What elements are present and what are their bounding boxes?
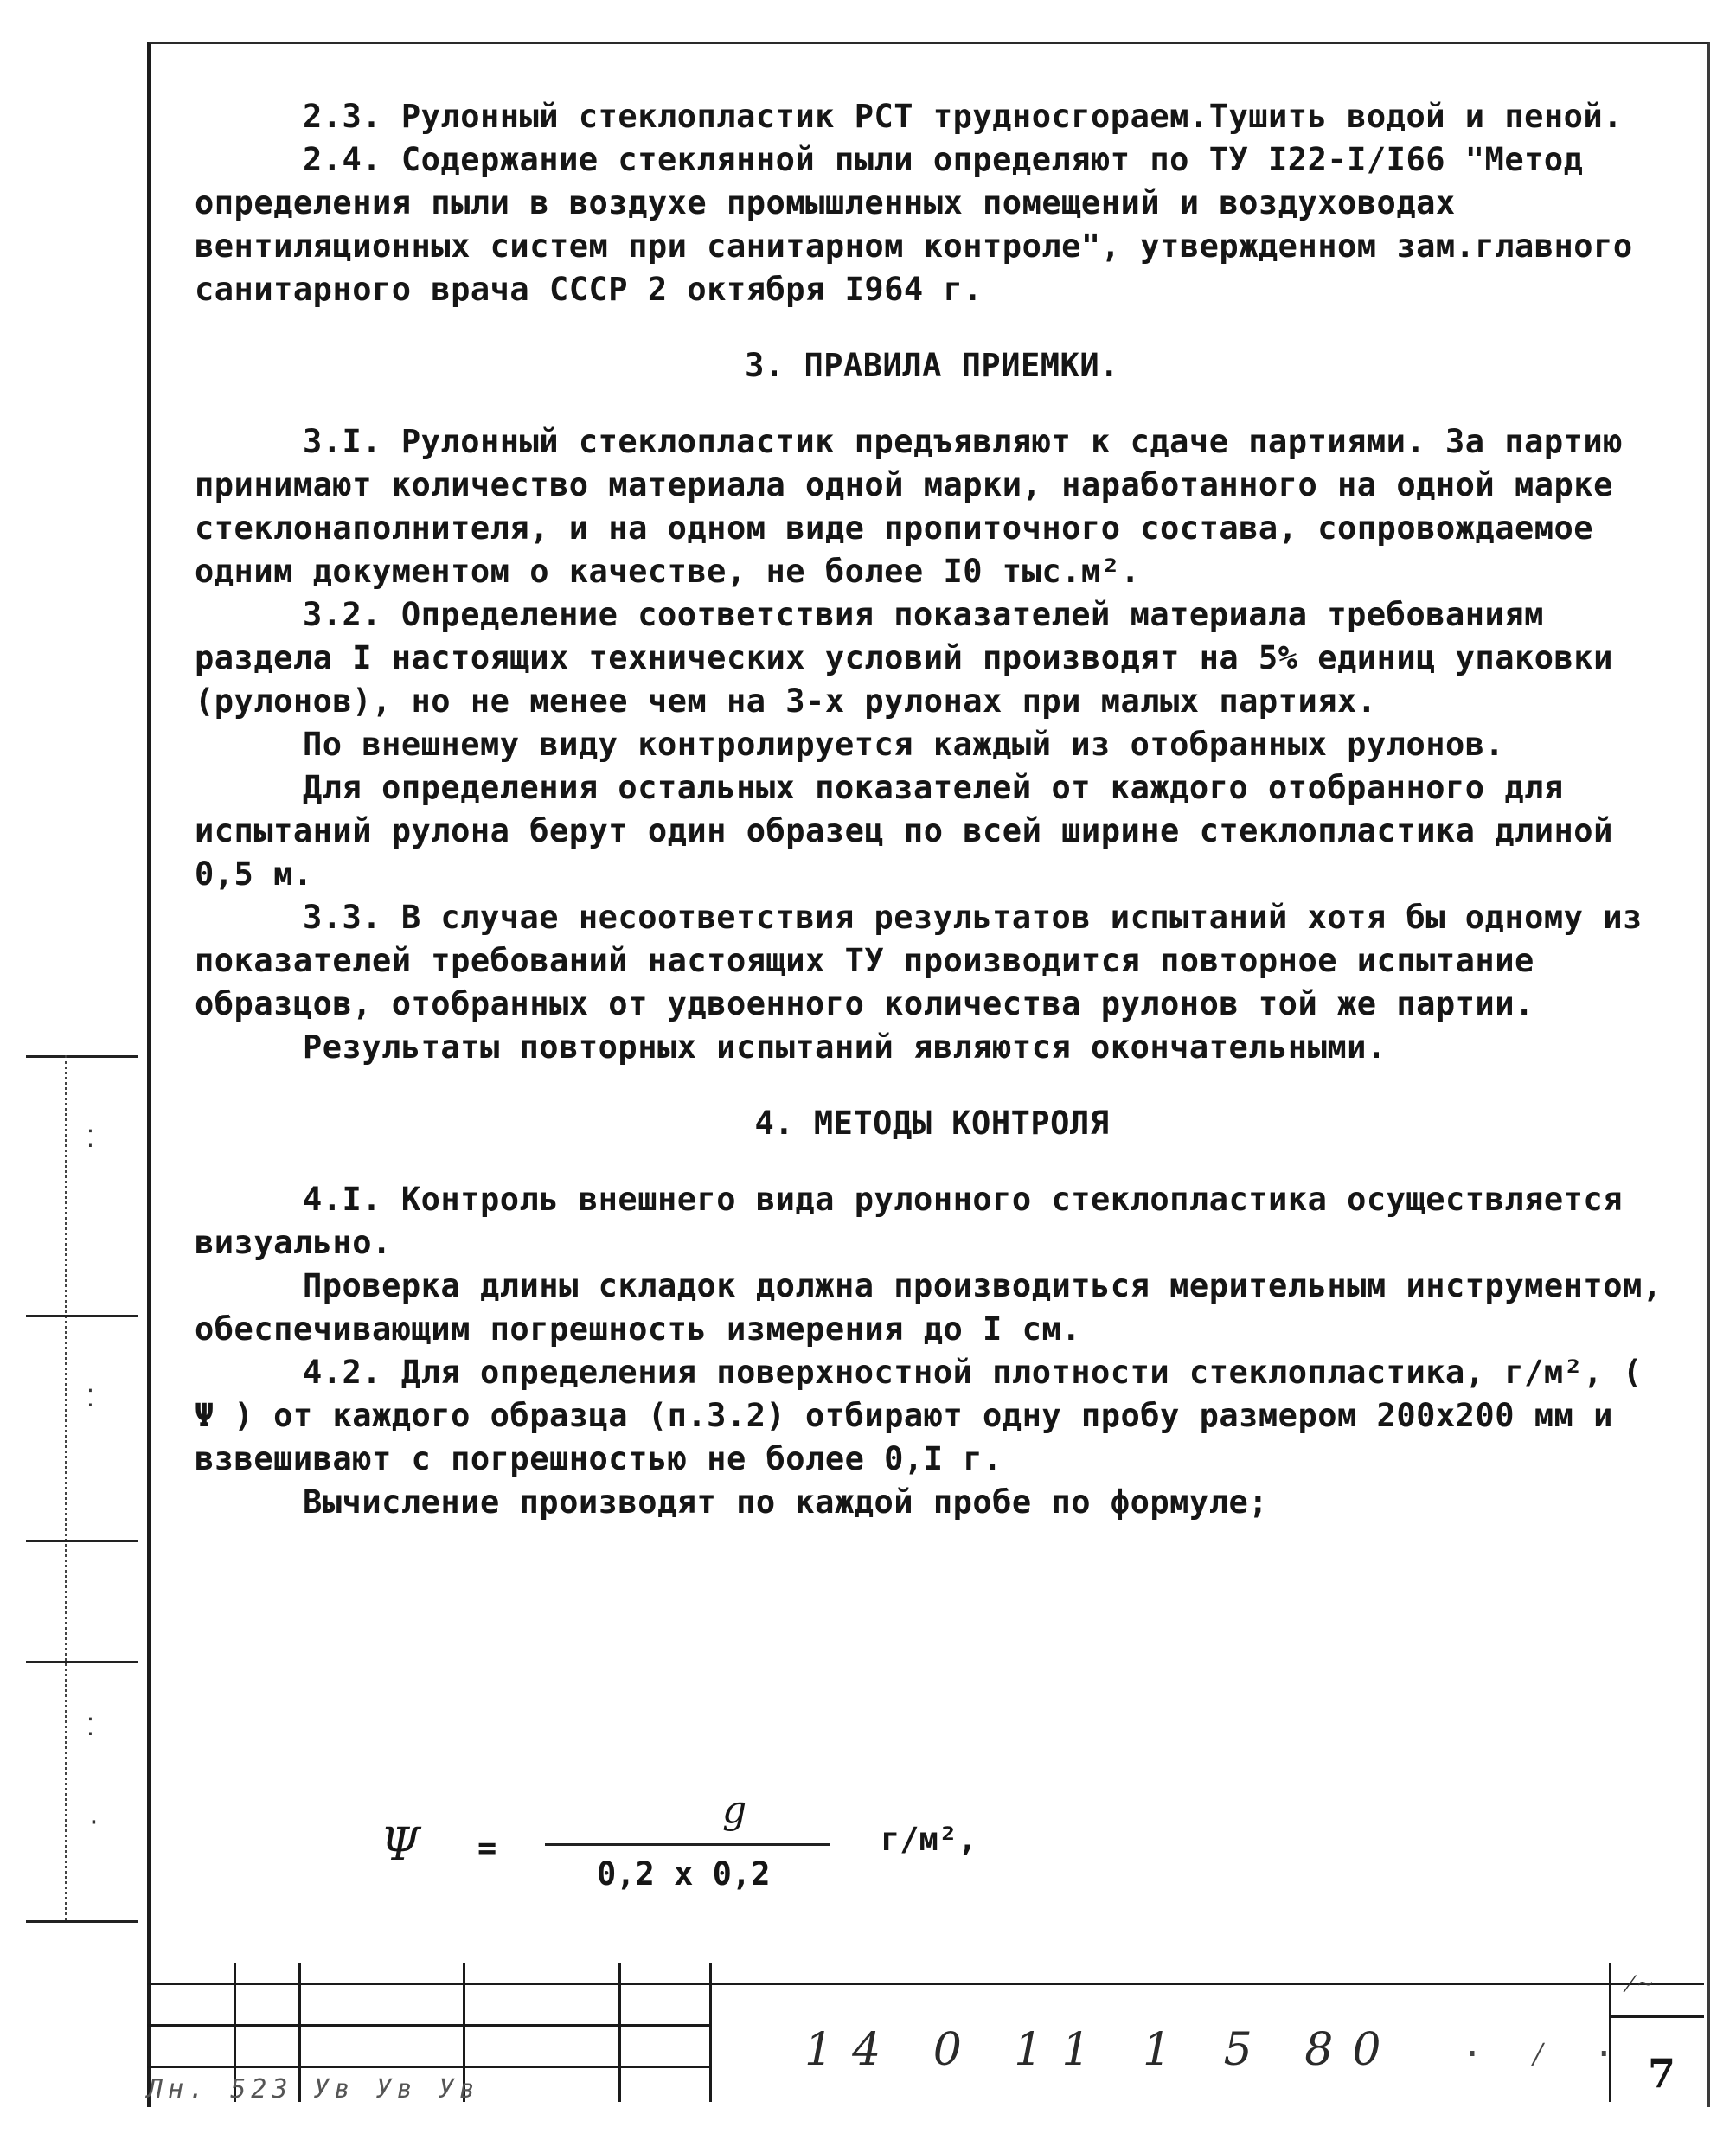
title-block-labels: Лн. 523 Ув Ув Ув (147, 2074, 480, 2104)
corner-mark: ⁄~ (1622, 1969, 1654, 1999)
fraction-bar (545, 1843, 830, 1846)
title-block-column (1609, 1963, 1611, 2102)
paragraph-4-2-formula-intro: Вычисление производят по каждой пробе по формуле; (303, 1483, 1269, 1521)
paragraph-2-4: 2.4. Содержание стеклянной пыли определяют по ТУ I22-I/I66 "Метод определения пыли в воздухе промышленных помещений и воздуховодах вентиляционных систем при санитарном контроле", утвержденном зам.главного санитарного врача СССР 2 октября I964 г. (195, 141, 1653, 308)
paragraph-3-1: 3.I. Рулонный стеклопластик предъявляют к сдаче партиями. За партию принимают количество материала одной марки, наработанного на одной марке стеклонаполнителя, и на одном виде пропиточного состава, сопровождаемое одним документом о качестве, не более I0 тыс.м². (195, 423, 1643, 590)
stamp-dotted-line (65, 1055, 67, 1920)
paragraph-3-2-visual: По внешнему виду контролируется каждый из отобранных рулонов. (303, 726, 1505, 763)
stamp-divider (26, 1540, 138, 1542)
title-block-column (618, 1963, 621, 2102)
formula-unit: г/м², (881, 1821, 977, 1858)
document-body (195, 95, 1682, 1524)
stamp-mark: ⁚ (86, 1124, 94, 1153)
title-block-rule (147, 1983, 1704, 1985)
title-block (147, 1963, 1704, 2111)
formula-equals: = (477, 1829, 497, 1867)
handwriting-marks: · ⁄ · (1462, 2034, 1627, 2074)
paragraph-2-3: 2.3. Рулонный стеклопластик РСТ трудносгораем.Тушить водой и пеной. (303, 98, 1623, 135)
side-stamp (26, 1055, 138, 2080)
stamp-mark: · (86, 1808, 101, 1836)
paragraph-4-1-folds: Проверка длины складок должна производиться мерительным инструментом, обеспечивающим погрешность измерения до I см. (195, 1267, 1682, 1348)
paragraph-4-2: 4.2. Для определения поверхностной плотности стеклопластика, г/м², ( Ψ ) от каждого образца (п.3.2) отбирают одну пробу размером 200х200 мм и взвешивают с погрешностью не более 0,I г. (195, 1354, 1662, 1477)
document-number: 14 0 11 1 5 80 (804, 2024, 1400, 2076)
section-heading-4: 4. МЕТОДЫ КОНТРОЛЯ (754, 1105, 1110, 1142)
sheet-number: 7 (1648, 2050, 1676, 2097)
formula-lhs: Ψ (381, 1819, 420, 1871)
title-block-rule (147, 2066, 709, 2068)
density-formula (381, 1788, 1159, 1907)
stamp-divider (26, 1920, 138, 1923)
title-block-rule (1609, 2015, 1704, 2018)
formula-denominator: 0,2 x 0,2 (597, 1855, 771, 1893)
stamp-mark: ⁚ (86, 1384, 94, 1413)
stamp-divider (26, 1055, 138, 1058)
stamp-mark: ⁚ (86, 1713, 94, 1741)
stamp-divider (26, 1315, 138, 1317)
stamp-divider (26, 1661, 138, 1663)
paragraph-4-1: 4.I. Контроль внешнего вида рулонного стеклопластика осуществляется визуально. (195, 1181, 1643, 1261)
section-heading-3: 3. ПРАВИЛА ПРИЕМКИ. (745, 347, 1119, 384)
formula-numerator: g (722, 1788, 747, 1832)
title-block-column (709, 1963, 712, 2102)
paragraph-3-3-result: Результаты повторных испытаний являются окончательными. (303, 1028, 1387, 1066)
paragraph-3-2: 3.2. Определение соответствия показателей материала требованиям раздела I настоящих технических условий производят на 5% единиц упаковки (рулонов), но не менее чем на 3-х рулонах при малых партиях. (195, 596, 1633, 720)
paragraph-3-2-sample: Для определения остальных показателей от каждого отобранного для испытаний рулона берут один образец по всей ширине стеклопластика длиной 0,5 м. (195, 769, 1633, 893)
paragraph-3-3: 3.3. В случае несоответствия результатов испытаний хотя бы одному из показателей требований настоящих ТУ производится повторное испытание образцов, отобранных от удвоенного количества рулонов той же партии. (195, 899, 1662, 1022)
title-block-rule (147, 2024, 709, 2027)
